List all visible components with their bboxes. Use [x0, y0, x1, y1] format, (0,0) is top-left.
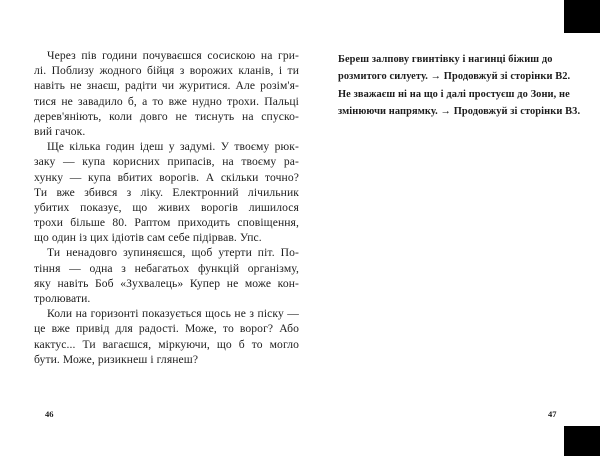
- section-tab-bottom-icon: [564, 426, 600, 456]
- text-line: змінюючи напрямку. → Продовжуй зі сторінки В3.: [338, 106, 581, 118]
- body-paragraph: [34, 245, 299, 306]
- right-page-choices-block: [338, 51, 581, 121]
- text-line: що один із цих ідіотів сам себе підірвав. Упс.: [34, 231, 262, 245]
- choice-paragraph: [338, 51, 571, 86]
- text-line: розмитого силуету. → Продовжуй зі сторінки В2.: [338, 71, 571, 83]
- text-line: кактус... Ти вагаєшся, міркуючи, що б то могло: [34, 337, 299, 351]
- left-page-text-block: [34, 48, 299, 367]
- body-paragraph: [34, 48, 299, 139]
- text-line: бути. Може, ризикнеш і глянеш?: [34, 352, 199, 366]
- choice-paragraph: [338, 86, 581, 121]
- text-line: Береш залпову гвинтівку і нагинці біжиш до: [338, 54, 553, 65]
- text-line: Коли на горизонті показується щось не з піску —: [47, 307, 299, 321]
- text-line: Не зважаєш ні на що і далі простуєш до Зони, не: [338, 88, 570, 100]
- section-tab-top-icon: [564, 0, 600, 33]
- text-line: дерев'яніють, коли довго не тиснуть на спуско-: [34, 109, 299, 123]
- text-line: тися не завадило б, а то вже нудно трохи. Пальці: [34, 94, 299, 108]
- text-line: хунку — купа вбитих ворогів. А скільки точно?: [34, 170, 299, 184]
- text-line: тролювати.: [34, 292, 91, 305]
- text-line: тіння — одна з небагатьох функцій організму,: [34, 261, 299, 275]
- text-line: трохи більше 80. Раптом приходить сповіщення,: [34, 216, 299, 230]
- text-line: Ще кілька годин ідеш у задумі. У твоєму рюк-: [47, 140, 299, 154]
- body-paragraph: [34, 306, 299, 367]
- text-line: яку навіть Боб «Зухвалець» Купер не може кон-: [34, 276, 299, 290]
- text-line: убитих показує, що живих ворогів лишилося: [34, 200, 299, 214]
- text-line: навіть не знаєш, радіти чи журитися. Але розім'я-: [34, 79, 299, 93]
- text-line: це вже привід для радості. Може, то ворог? Або: [34, 322, 299, 336]
- page-number-left: 46: [45, 409, 54, 419]
- text-line: Через пів години почуваєшся сосискою на гри-: [47, 49, 299, 62]
- text-line: Ти вже збився з ліку. Електронний лічильник: [34, 185, 299, 199]
- body-paragraph: [34, 139, 299, 245]
- text-line: Ти ненадовго зупиняєшся, щоб утерти піт. По-: [47, 246, 299, 260]
- text-line: лі. Поблизу жодного бійця з ворожих кланів, і ти: [34, 64, 299, 78]
- text-line: заку — купа корисних припасів, на твоєму ра-: [34, 155, 299, 169]
- page-number-right: 47: [548, 409, 557, 419]
- text-line: вий гачок.: [34, 124, 86, 138]
